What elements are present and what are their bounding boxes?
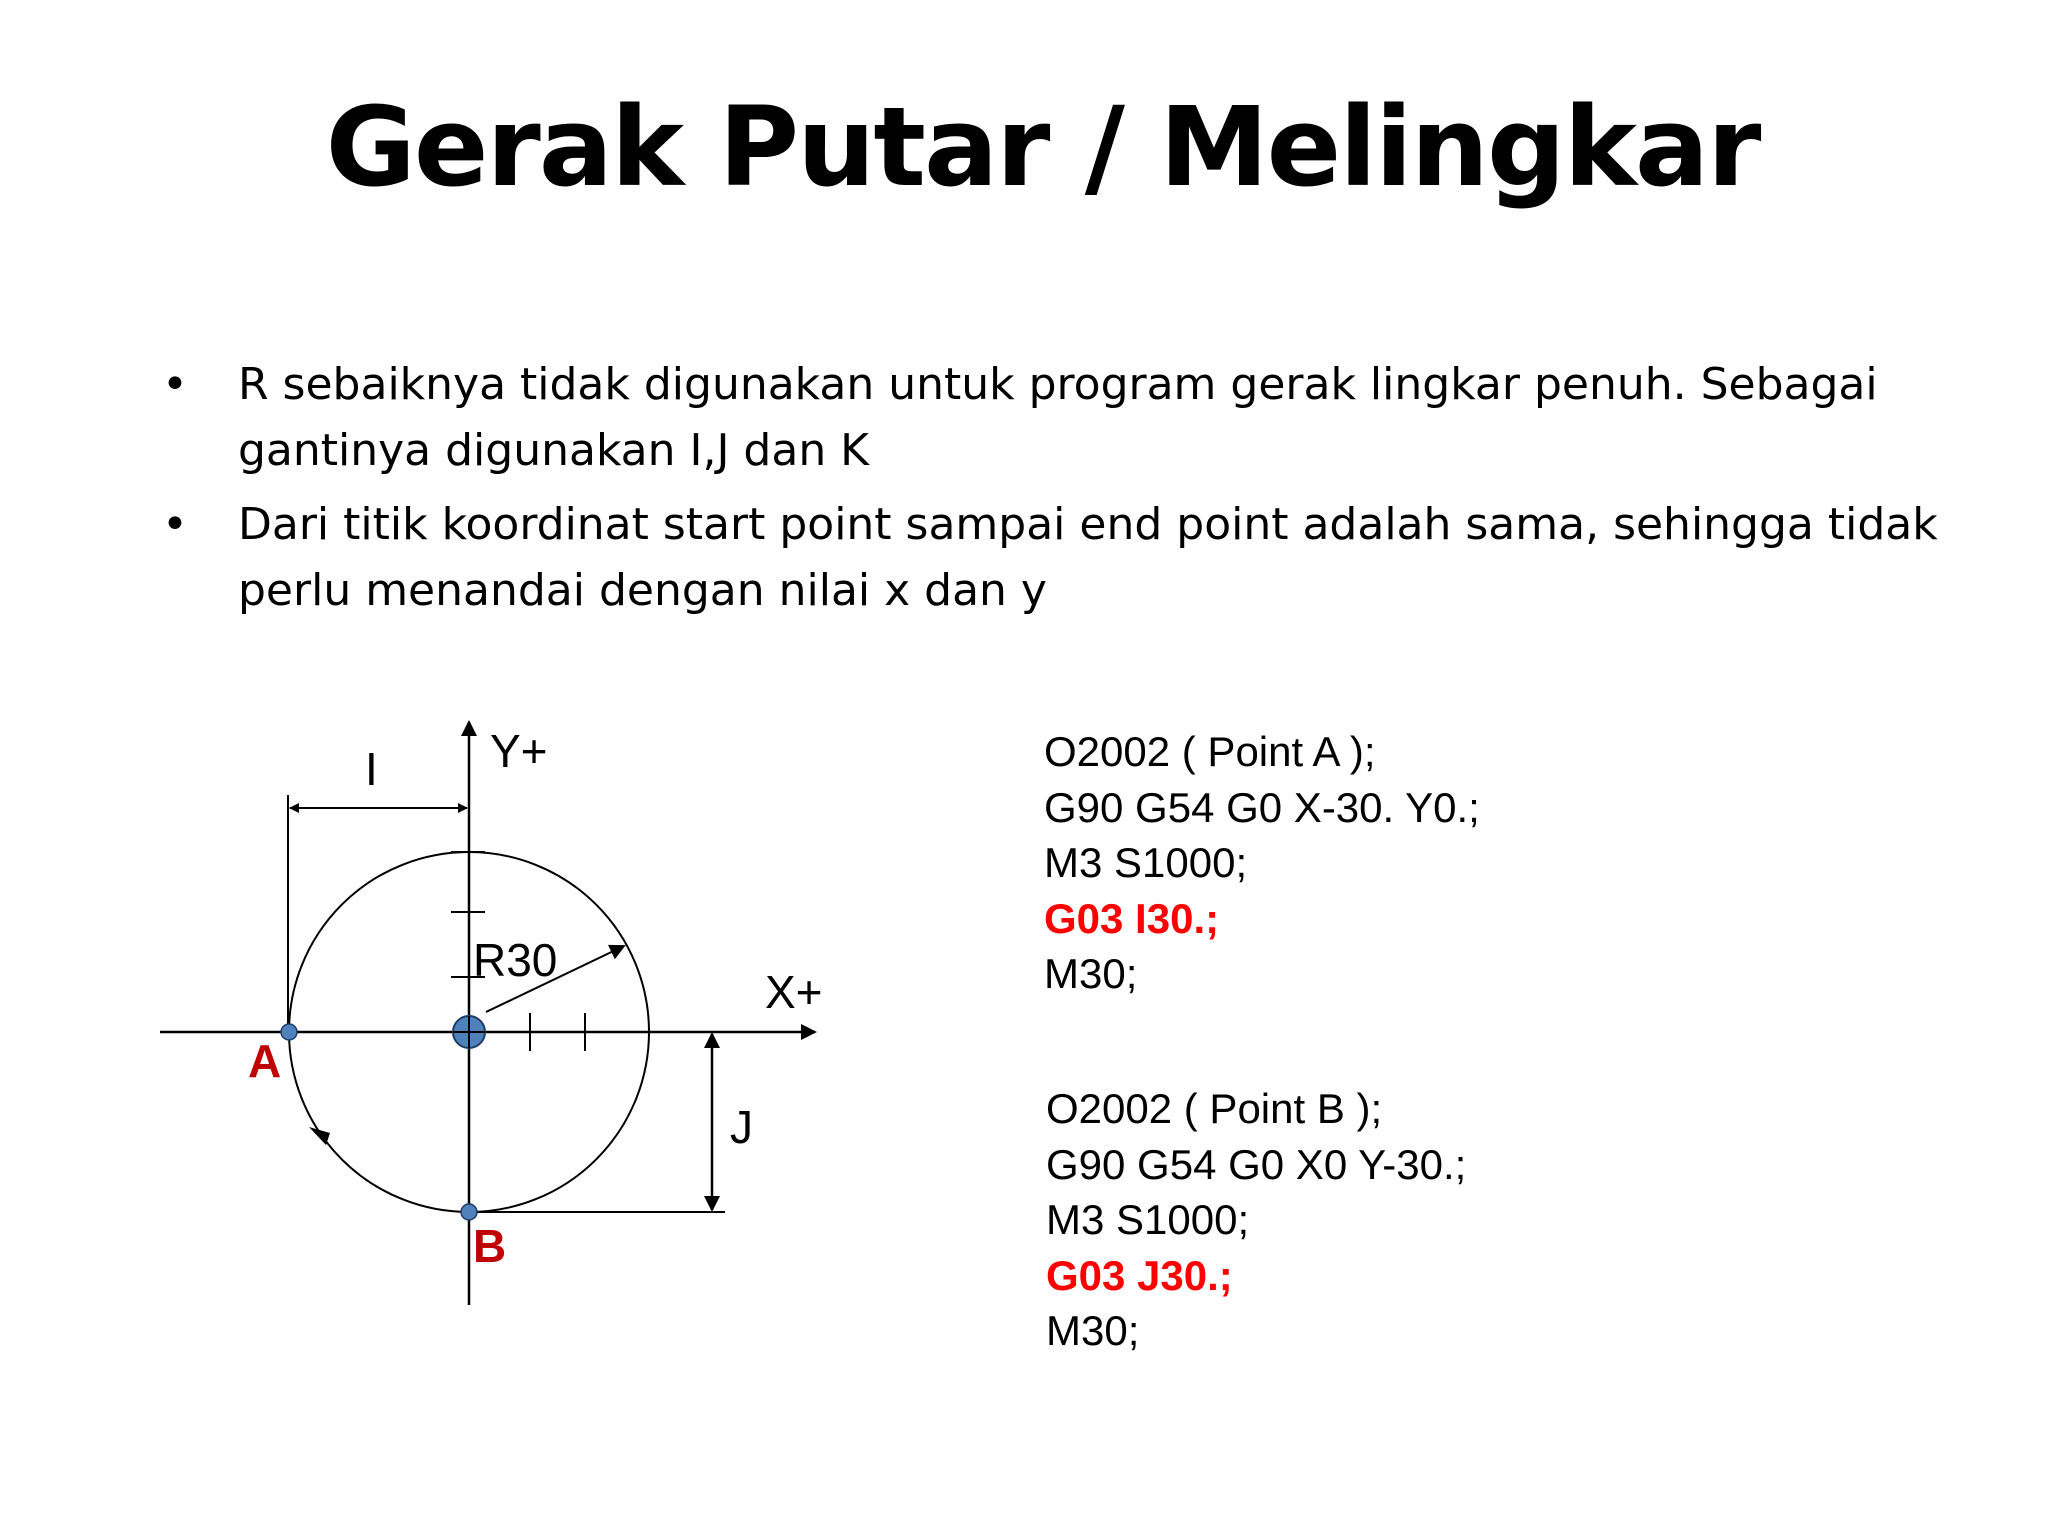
y-axis-label: Y+ [490,725,548,777]
code-line-highlighted: G03 I30.; [1044,894,1220,942]
code-line: O2002 ( Point B ); [1046,1085,1383,1132]
code-line: M3 S1000; [1044,839,1248,886]
i-label: I [365,743,378,795]
bullet-text-line: R sebaiknya tidak digunakan untuk program gerak lingkar penuh. Sebagai [238,359,1878,410]
code-line: M3 S1000; [1046,1196,1250,1243]
code-line: G90 G54 G0 X-30. Y0.; [1044,783,1480,831]
code-line-highlighted: G03 J30.; [1046,1251,1233,1299]
bullet-dot-icon: • [162,499,188,550]
radius-label: R30 [473,934,558,986]
point-b-label: B [473,1220,507,1272]
bullet-text-line: gantinya digunakan I,J dan K [238,425,870,476]
point-a-marker [281,1024,297,1040]
arc-direction-arrow-icon [309,1127,330,1145]
x-axis-label: X+ [765,966,823,1018]
program-point-a [1044,724,1480,1002]
bullet-text-line: Dari titik koordinat start point sampai end point adalah sama, sehingga tidak [238,499,1938,550]
code-line: M30; [1046,1307,1140,1354]
bullet-text-line: perlu menandai dengan nilai x dan y [238,565,1047,616]
program-point-b [1046,1081,1466,1359]
j-label: J [730,1101,753,1153]
code-line: M30; [1044,950,1138,997]
bullet-dot-icon: • [162,359,188,410]
code-line: G90 G54 G0 X0 Y-30.; [1046,1140,1467,1188]
code-line: O2002 ( Point A ); [1044,728,1376,775]
slide-title: Gerak Putar / Melingkar [325,83,1760,211]
point-a-label: A [248,1035,282,1087]
point-b-marker [461,1204,477,1220]
